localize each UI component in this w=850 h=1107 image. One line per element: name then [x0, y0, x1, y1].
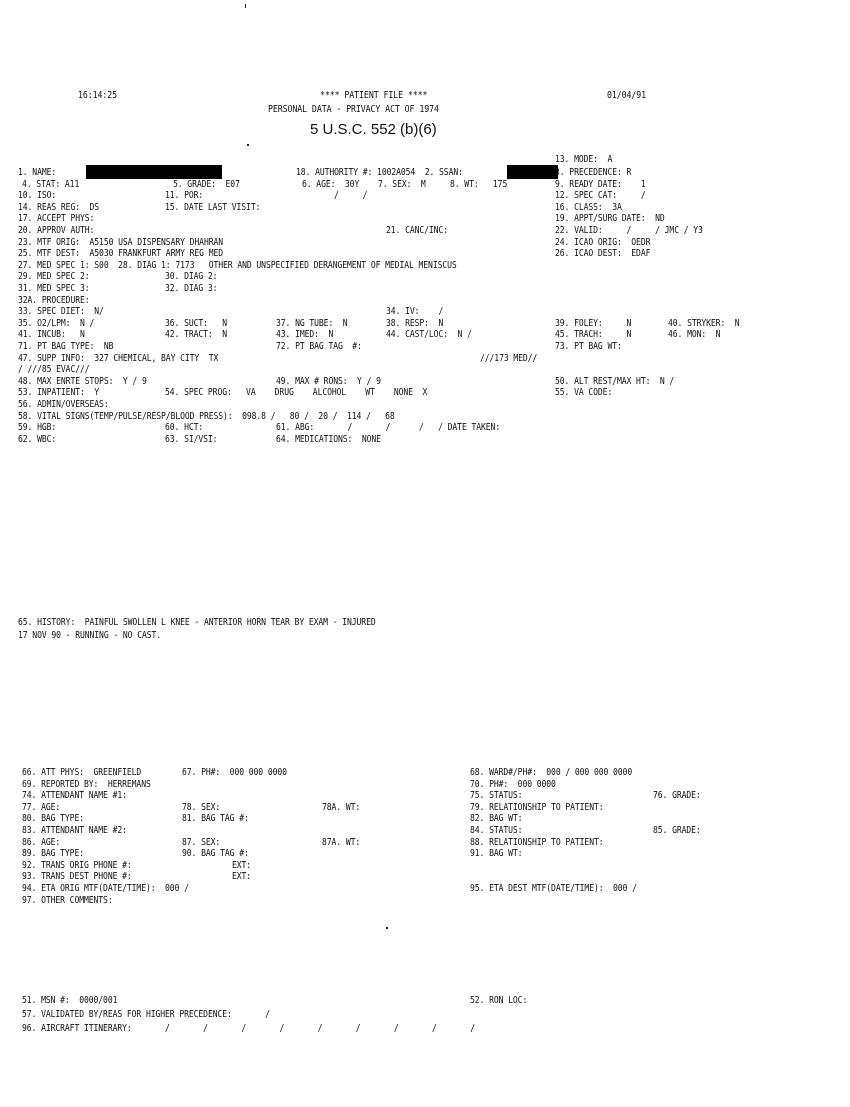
patient-field: 6. AGE: 30Y — [302, 178, 360, 190]
attendant-field: 95. ETA DEST MTF(DATE/TIME): 000 / — [470, 883, 637, 894]
privacy-exemption-stamp: 5 U.S.C. 552 (b)(6) — [310, 121, 437, 138]
attendant-field: EXT: — [232, 871, 252, 883]
attendant-field: 91. BAG WT: — [470, 848, 523, 860]
patient-field: 35. O2/LPM: N / — [18, 317, 95, 329]
attendant-field: 87A. WT: — [322, 836, 361, 848]
patient-field: / ///85 EVAC/// — [18, 364, 90, 376]
attendant-field: 89. BAG TYPE: — [22, 848, 84, 860]
report-title: **** PATIENT FILE **** — [320, 90, 428, 101]
attendant-field: 76. GRADE: — [653, 790, 701, 802]
attendant-field: 92. TRANS ORIG PHONE #: — [22, 859, 132, 871]
patient-field: 34. IV: / — [386, 306, 444, 318]
attendant-field: 97. OTHER COMMENTS: — [22, 894, 113, 906]
attendant-field: 88. RELATIONSHIP TO PATIENT: — [470, 836, 604, 848]
patient-field: 31. MED SPEC 3: — [18, 283, 90, 294]
patient-field: 19. APPT/SURG DATE: ND — [555, 213, 665, 225]
patient-field: 59. HGB: — [18, 422, 57, 434]
patient-field: 58. VITAL SIGNS(TEMP/PULSE/RESP/BLOOD PRESS): 098.8 / 80 / 20 / 114 / 68 — [18, 410, 395, 422]
attendant-field: 75. STATUS: — [470, 790, 523, 802]
patient-field: 61. ABG: / / / / DATE TAKEN: — [276, 422, 501, 434]
attendant-field: 78. SEX: — [182, 801, 221, 813]
patient-field: 15. DATE LAST VISIT: — [165, 201, 261, 213]
attendant-field: 94. ETA ORIG MTF(DATE/TIME): 000 / — [22, 883, 189, 894]
patient-field: 1. NAME: — [18, 167, 57, 178]
patient-field: 26. ICAO DEST: EDAF — [555, 248, 651, 260]
patient-field: 42. TRACT: N — [165, 329, 227, 341]
patient-field: 48. MAX ENRTE STOPS: Y / 9 — [18, 375, 147, 387]
privacy-act-line: PERSONAL DATA - PRIVACY ACT OF 1974 — [268, 104, 439, 115]
patient-field: 18. AUTHORITY #: 1002A054 2. SSAN: — [296, 167, 463, 178]
redacted-ssan — [507, 165, 558, 179]
patient-field: 7. SEX: M — [378, 178, 426, 190]
patient-field: 71. PT BAG TYPE: NB — [18, 341, 114, 352]
attendant-field: 78A. WT: — [322, 801, 361, 813]
patient-field: ///173 MED// — [480, 352, 538, 364]
patient-field: 44. CAST/LOC: N / — [386, 329, 472, 341]
patient-field: 21. CANC/INC: — [386, 225, 448, 236]
report-date: 01/04/91 — [607, 90, 647, 101]
patient-field: 72. PT BAG TAG #: — [276, 341, 362, 352]
patient-field: 8. WT: 175 — [450, 178, 508, 190]
patient-field: 49. MAX # RONS: Y / 9 — [276, 375, 381, 387]
patient-field: 4. STAT: A11 — [22, 178, 80, 190]
patient-field: 25. MTF DEST: A5030 FRANKFURT ARMY REG MED — [18, 248, 224, 260]
patient-field: 3. PRECEDENCE: R — [555, 167, 632, 178]
patient-field: 60. HCT: — [165, 422, 204, 434]
patient-field: 20. APPROV AUTH: — [18, 225, 95, 236]
patient-field: 50. ALT REST/MAX HT: N / — [555, 375, 675, 387]
attendant-field: 84. STATUS: — [470, 825, 523, 836]
attendant-field: 85. GRADE: — [653, 825, 701, 836]
attendant-field: 70. PH#: 000 0000 — [470, 778, 556, 790]
patient-field: 23. MTF ORIG: A5150 USA DISPENSARY DHAHRAN — [18, 236, 224, 248]
patient-field: 27. MED SPEC 1: S00 28. DIAG 1: 7173 OTHER AND UNSPECIFIED DERANGEMENT OF MEDIAL MENISCUS — [18, 259, 457, 271]
attendant-field: 80. BAG TYPE: — [22, 813, 84, 825]
patient-field: 32A. PROCEDURE: — [18, 294, 90, 306]
patient-field: 54. SPEC PROG: VA DRUG ALCOHOL WT NONE X — [165, 387, 428, 399]
patient-field: 40. STRYKER: N — [668, 317, 740, 329]
attendant-field: EXT: — [232, 859, 252, 871]
attendant-field: 66. ATT PHYS: GREENFIELD — [22, 767, 142, 778]
patient-field: 46. MON: N — [668, 329, 721, 341]
patient-field: 14. REAS REG: DS — [18, 201, 100, 213]
patient-field: 53. INPATIENT: Y — [18, 387, 100, 399]
report-time: 16:14:25 — [78, 90, 118, 101]
itinerary-field: 96. AIRCRAFT ITINERARY: / / / / / / / / / — [22, 1023, 475, 1034]
history-line-1: 65. HISTORY: PAINFUL SWOLLEN L KNEE - ANTERIOR HORN TEAR BY EXAM - INJURED — [18, 617, 376, 628]
patient-field: 30. DIAG 2: — [165, 271, 218, 283]
patient-field: 33. SPEC DIET: N/ — [18, 306, 104, 318]
attendant-field: 74. ATTENDANT NAME #1: — [22, 790, 127, 802]
patient-field: 47. SUPP INFO: 327 CHEMICAL, BAY CITY TX — [18, 352, 219, 364]
patient-field: 64. MEDICATIONS: NONE — [276, 433, 381, 445]
patient-field: 38. RESP: N — [386, 317, 444, 329]
itinerary-field: 52. RON LOC: — [470, 995, 528, 1006]
patient-field: 73. PT BAG WT: — [555, 341, 622, 352]
patient-field: 41. INCUB: N — [18, 329, 85, 341]
patient-field: 5. GRADE: E07 — [173, 178, 240, 190]
scan-speck — [247, 144, 249, 146]
patient-field: 9. READY DATE: 1 — [555, 178, 646, 190]
itinerary-field: 51. MSN #: 0000/001 — [22, 995, 118, 1006]
redacted-name — [86, 165, 222, 179]
patient-field: 10. ISO: — [18, 190, 57, 202]
itinerary-field: 57. VALIDATED BY/REAS FOR HIGHER PRECEDENCE: / — [22, 1009, 270, 1020]
history-line-2: 17 NOV 90 - RUNNING - NO CAST. — [18, 630, 162, 641]
patient-field: 16. CLASS: 3A — [555, 201, 622, 213]
patient-field: 63. SI/VSI: — [165, 433, 218, 445]
patient-field: 36. SUCT: N — [165, 317, 227, 329]
patient-field: 32. DIAG 3: — [165, 283, 218, 294]
attendant-field: 81. BAG TAG #: — [182, 813, 249, 825]
attendant-field: 87. SEX: — [182, 836, 221, 848]
patient-field: 11. POR: — [165, 190, 204, 202]
patient-field: 37. NG TUBE: N — [276, 317, 348, 329]
patient-field: 24. ICAO ORIG: OEDR — [555, 236, 651, 248]
patient-field: 12. SPEC CAT: / — [555, 190, 646, 202]
patient-field: 39. FOLEY: N — [555, 317, 632, 329]
patient-field: 17. ACCEPT PHYS: — [18, 213, 95, 225]
attendant-field: 67. PH#: 000 000 0000 — [182, 767, 287, 778]
patient-field: 55. VA CODE: — [555, 387, 613, 399]
patient-field: 43. IMED: N — [276, 329, 334, 341]
patient-field: 62. WBC: — [18, 433, 57, 445]
scan-speck — [245, 4, 246, 8]
attendant-field: 90. BAG TAG #: — [182, 848, 249, 860]
attendant-field: 83. ATTENDANT NAME #2: — [22, 825, 127, 836]
patient-field: 45. TRACH: N — [555, 329, 632, 341]
attendant-field: 79. RELATIONSHIP TO PATIENT: — [470, 801, 604, 813]
attendant-field: 68. WARD#/PH#: 000 / 000 000 0000 — [470, 767, 633, 778]
patient-field: 29. MED SPEC 2: — [18, 271, 90, 283]
attendant-field: 69. REPORTED BY: HERREMANS — [22, 778, 151, 790]
patient-field: 56. ADMIN/OVERSEAS: — [18, 399, 109, 410]
scan-speck — [386, 927, 388, 929]
attendant-field: 77. AGE: — [22, 801, 61, 813]
attendant-field: 93. TRANS DEST PHONE #: — [22, 871, 132, 883]
attendant-field: 86. AGE: — [22, 836, 61, 848]
patient-field: / / — [334, 190, 368, 202]
patient-field: 22. VALID: / / JMC / Y3 — [555, 225, 703, 236]
attendant-field: 82. BAG WT: — [470, 813, 523, 825]
mode-field: 13. MODE: A — [555, 154, 613, 165]
